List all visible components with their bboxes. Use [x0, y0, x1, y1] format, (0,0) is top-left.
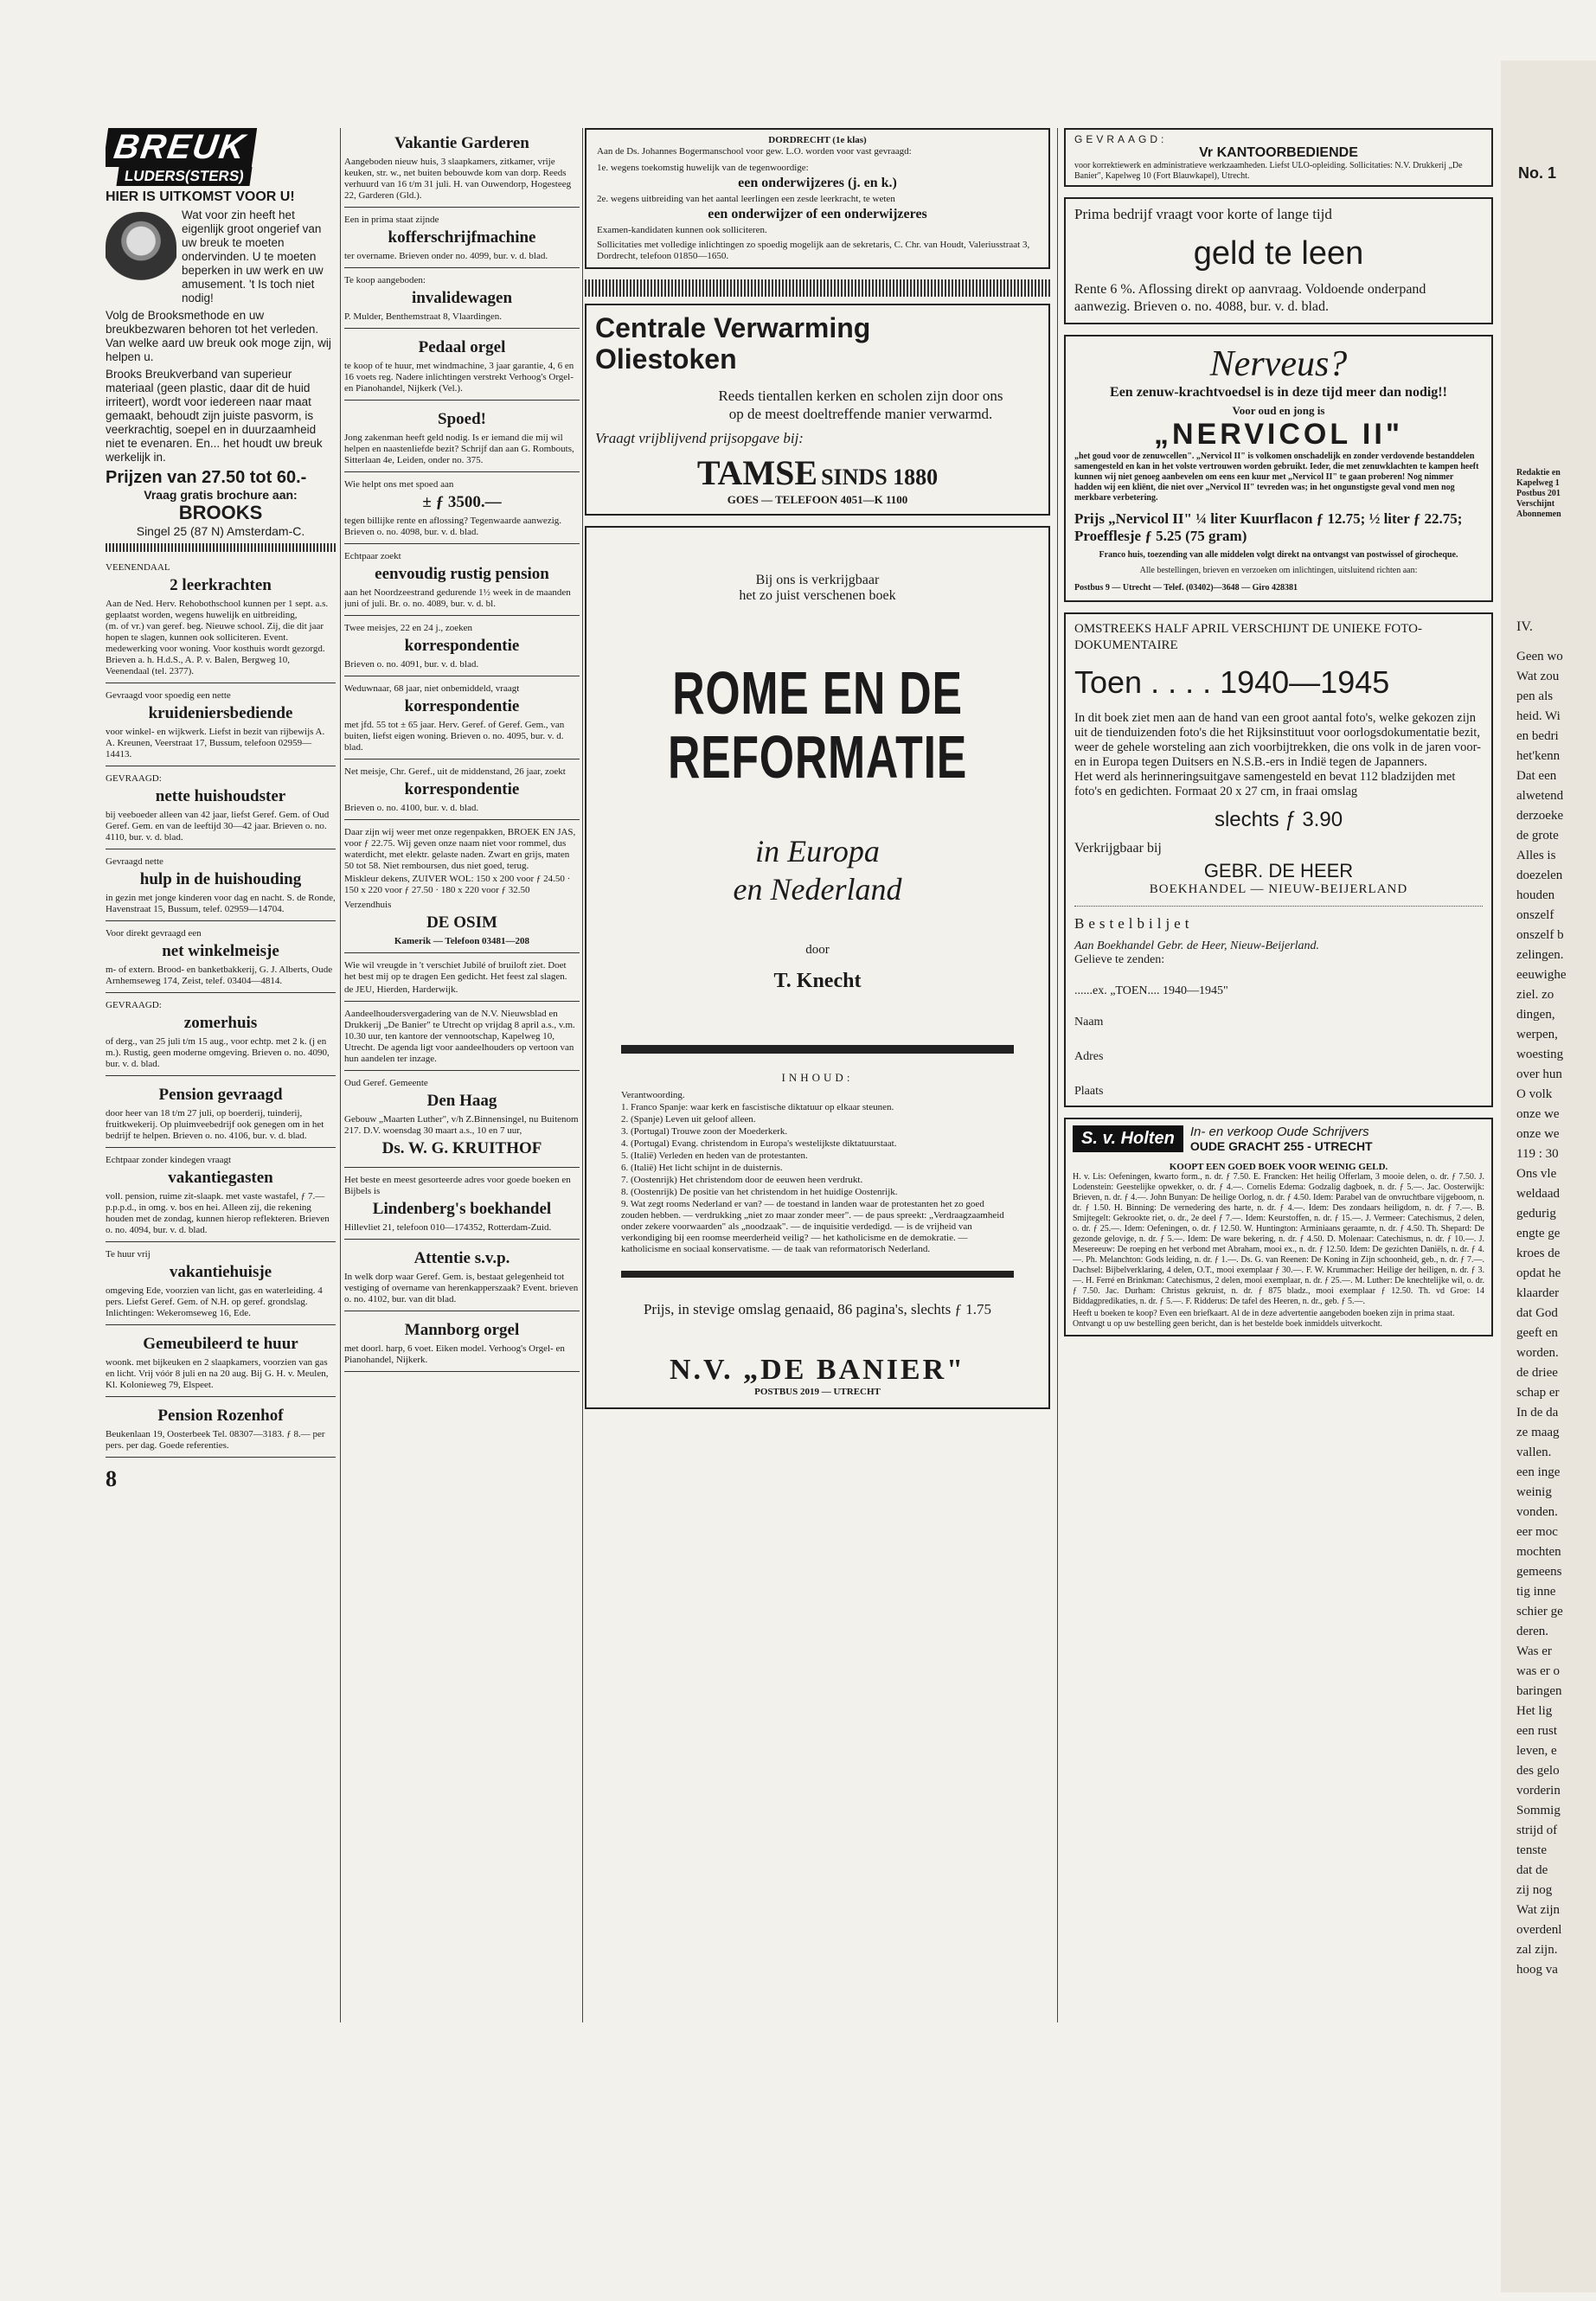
ad-signature: Ds. W. G. KRUITHOF	[381, 1139, 542, 1157]
text-fragment: een inge	[1516, 1465, 1561, 1479]
text-fragment: Sommig	[1516, 1804, 1561, 1817]
text-fragment: O volk	[1516, 1087, 1553, 1101]
ad-intro: Wie helpt ons met spoed aan	[344, 479, 454, 490]
verwarming-title: Centrale Verwarming Oliestoken	[595, 312, 871, 375]
portrait-image	[106, 212, 176, 295]
ad-text: Miskleur dekens, ZUIVER WOL: 150 x 200 voor ƒ 24.50 · 150 x 220 voor ƒ 27.50 · 180 x 220 voor ƒ 32.50	[344, 874, 571, 895]
column-1	[106, 128, 336, 2040]
breuk-logo: BREUK	[106, 128, 257, 167]
column-4	[1064, 128, 1493, 2040]
ad-headline: Lindenberg's boekhandel	[372, 1200, 552, 1218]
text-fragment: baringen	[1516, 1684, 1562, 1698]
book-publisher: N.V. „DE BANIER"	[669, 1354, 966, 1386]
toc-item: 5. (Italië) Verleden en heden van de protestanten.	[621, 1150, 808, 1161]
ad-intro: Echtpaar zoekt	[344, 551, 401, 561]
text-fragment: onszelf b	[1516, 928, 1564, 942]
text-fragment: tig inne	[1516, 1585, 1556, 1599]
dordrecht-position-2: een onderwijzer of een onderwijzeres	[708, 207, 927, 221]
book-intro-1: Bij ons is verkrijgbaar	[755, 573, 880, 587]
toc-item: 2. (Spanje) Leven uit geloof alleen.	[621, 1114, 756, 1125]
verwarming-body: Reeds tientallen kerken en scholen zijn door ons op de meest doeltreffende manier verwarmd.	[718, 388, 1003, 422]
toc-item: 7. (Oostenrijk) Het christendom door de eeuwen heen verdrukt.	[621, 1175, 863, 1185]
text-fragment: Ons vle	[1516, 1167, 1557, 1181]
text-fragment: vorderin	[1516, 1784, 1561, 1798]
ad-headline: 2 leerkrachten	[170, 576, 272, 594]
verwarming-name: TAMSE	[696, 453, 818, 492]
ad-text: Hillevliet 21, telefoon 010—174352, Rotterdam-Zuid.	[344, 1222, 552, 1233]
ad-intro: VEENENDAAL	[106, 562, 170, 573]
ad-text: de JEU, Hierden, Harderwijk.	[344, 984, 458, 995]
nervicol-contact: Postbus 9 — Utrecht — Telef. (03402)—3648 — Giro 428381	[1074, 583, 1298, 593]
geld-intro: Prima bedrijf vraagt voor korte of lange tijd	[1074, 206, 1332, 222]
kantoor-pre: GEVRAAGD:	[1074, 133, 1168, 145]
holten-body: H. v. Lis: Oefeningen, kwarto form., n. dr. ƒ 7.50. E. Francken: Het heilig Offerlam, 3 mooie delen, o. dr. ƒ 7.50. J. Lodenstein: Geestelijke opwekker, o. dr. ƒ 4.—. Cornelis Edema: Godzalig dagboek, n. dr. ƒ 5.—. Jac. Oosterwijk: Brieven, n. dr. ƒ 4.—. John Bunyan: De heilige Oorlog, n. dr. ƒ 4.50. Idem: Parabel van de onvruchtbare vijgeboom, n. dr. ƒ 1.50. H. Binning: De vernedering des harte, n. dr. ƒ 4.—. Idem: Des zondaars heiligdom, n. dr. ƒ 7.—. B. Smijtegelt: Gekrookte riet, o. dr., 2e deel ƒ 7.—. Idem: Keurstoffen, n. dr. ƒ 15.—. J. Vermeer: Catechismus, 2 delen, o. dr. ƒ 25.—. Idem: Oefeningen, o. dr. ƒ 12.50. W. Huntington: Arminiaans geraamte, n. dr. ƒ 4.50. Th. Shepard: De gezonde gelovige, n. dr. ƒ 5.—. Idem: De ware bekering, n. dr. ƒ 4.50. D. Molenaar: Catechismus, n. dr. ƒ 10.—. J. Mesereeuw: De roeping en het verbond met Abraham, mooi ex., n. dr. ƒ 12.50. Idem: De gezichten Daniëls, n. dr. ƒ 4.—. Ph. Melanchton: Gods leiding, n. dr. ƒ 1.—. Ds. G. van Reenen: De Koning in Zijn schoonheid, geb., n. dr. ƒ 7.—. Dachsel: Bijbelverklaring, 4 delen, O.T., mooi exemplaar ƒ 30.—. F. W. Krummacher: Heilige der heiligen, n. dr. ƒ 3.—. H. Ferré en Brinkman: Catechismus, 2 delen, mooi exemplaar, n. dr. ƒ 25.—. M. Luther: De knechtelijke wil, o. dr. ƒ 7.50. Jac. Durham: Christus gekruist, n. dr. ƒ 875 bladz., mooi exemplaar ƒ 12.50. Th. vd Groe: 14 Biddagpredikaties, n. dr. ƒ 5.—. F. Ridderus: De tafel des Heeren, n. dr., geb. ƒ 5.—.	[1073, 1172, 1484, 1306]
book-subtitle-2: en Nederland	[733, 872, 902, 907]
toc-item: 4. (Portugal) Evang. christendom in Europa's westelijkste diktatuurstaat.	[621, 1138, 897, 1149]
text-fragment: woesting	[1516, 1048, 1564, 1061]
book-advertisement	[585, 526, 1050, 1409]
dordrecht-intro: Aan de Ds. Johannes Bogermanschool voor gew. L.O. worden voor vast gevraagd:	[597, 146, 912, 157]
breuk-subtitle: LUDERS(STERS)	[116, 167, 252, 186]
classified-ad	[106, 1080, 336, 1148]
ad-intro: GEVRAAGD:	[106, 773, 162, 784]
classified-ad	[344, 548, 580, 616]
text-fragment: tenste	[1516, 1843, 1547, 1857]
breuk-prices: Prijzen van 27.50 tot 60.-	[106, 468, 307, 487]
nervicol-franco: Franco huis, toezending van alle middelen volgt direkt na ontvangst van postwissel of girocheque.	[1099, 550, 1458, 560]
verwarming-advertisement	[585, 304, 1050, 516]
ad-headline: invalidewagen	[411, 289, 513, 307]
breuk-body-2: Volg de Brooksmethode en uw breukbezwaren behoren tot het verleden. Van welke aard uw breuk ook moge zijn, wij helpen u.	[106, 309, 331, 363]
book-subtitle-1: in Europa	[755, 834, 880, 868]
classified-ad	[344, 1074, 580, 1168]
toen-head: Toen . . . . 1940—1945	[1074, 664, 1390, 700]
masthead-line: Verschijnt	[1516, 499, 1555, 509]
ad-headline: nette huishoudster	[155, 787, 286, 805]
ad-text: In welk dorp waar Geref. Gem. is, bestaat gelegenheid tot vestiging of overname van herenkapperszaak? Event. brieven o. no. 4102, bur. van dit blad.	[344, 1272, 579, 1304]
toen-price: slechts ƒ 3.90	[1214, 808, 1343, 831]
ad-intro: Voor direkt gevraagd een	[106, 928, 202, 939]
toc-item: 8. (Oostenrijk) De positie van het christendom in het huidige Oostenrijk.	[621, 1187, 898, 1197]
text-fragment: Wat zijn	[1516, 1903, 1561, 1917]
geld-advertisement	[1064, 197, 1493, 324]
ad-text: P. Mulder, Benthemstraat 8, Vlaardingen.	[344, 311, 503, 322]
classified-ad	[344, 272, 580, 329]
text-fragment: mochten	[1516, 1545, 1561, 1559]
ad-sign-contact: Kamerik — Telefoon 03481—208	[394, 936, 530, 946]
dordrecht-contact: Sollicitaties met volledige inlichtingen zo spoedig mogelijk aan de sekretaris, C. Chr. van Houdt, Valeriusstraat 3, Dordrecht, telefoon 01850—1650.	[597, 240, 1030, 261]
text-fragment: ze maag	[1516, 1426, 1560, 1439]
ad-headline: korrespondentie	[404, 697, 520, 715]
toen-body: In dit boek ziet men aan de hand van een groot aantal foto's, welke gekozen zijn uit de tienduizenden foto's die het Rijksinstituut voor oorlogsdokumentatie bezit, weer de gehele worsteling aan zich voorbijtrekken, die ons volk in de jaren voor- en in Europa tegen Duitsers en N.S.B.-ers in Indië tegen de Japanners.	[1074, 711, 1481, 769]
text-fragment: overdenl	[1516, 1923, 1562, 1937]
holten-slogan: In- en verkoop Oude Schrijvers	[1189, 1125, 1369, 1139]
column-2	[344, 128, 580, 2040]
ad-text: bij veeboeder alleen van 42 jaar, liefst Geref. Gem. of Oud Geref. Gem. en van de leeftijd 30—42 jaar. Brieven o. no. 4110, bur. v. d. blad.	[106, 810, 330, 843]
toen-verkrijgbaar: Verkrijgbaar bij	[1074, 841, 1162, 856]
ad-signature: DE OSIM	[426, 913, 497, 932]
text-fragment: kroes de	[1516, 1247, 1561, 1260]
ad-intro: Wie wil vreugde in 't verschiet Jubilé of bruiloft ziet. Doet het best mij op te dragen Een gedicht. Het feest zal slagen.	[344, 960, 567, 982]
ad-text: door heer van 18 t/m 27 juli, op boerderij, tuinderij, fruitkwekerij. Op pluimveebedrijf ook genegen om in het bedrijf te helpen. Brieven o. no. 4106, bur. v. d. blad.	[106, 1108, 324, 1141]
adjacent-page-edge	[1501, 61, 1596, 2292]
toen-pre: OMSTREEKS HALF APRIL VERSCHIJNT DE UNIEKE FOTO-DOKUMENTAIRE	[1074, 622, 1422, 652]
breuk-address: Singel 25 (87 N) Amsterdam-C.	[136, 524, 305, 538]
classified-ad	[106, 1400, 336, 1458]
text-fragment: alwetend	[1516, 789, 1564, 803]
ad-text: tegen billijke rente en aflossing? Tegenwaarde aanwezig. Brieven o. no. 4098, bur. v. d. blad.	[344, 516, 562, 537]
column-rule	[1057, 128, 1058, 2022]
ad-text: Aangeboden nieuw huis, 3 slaapkamers, zitkamer, vrije keuken, str. w., net buiten bebouwde kom van dorp. Reeds verhuurd van 16 t/m 31 juli. H. van Ouwendorp, Hogesteeg 22, Garderen (Gld.).	[344, 157, 572, 201]
text-fragment: eeuwighe	[1516, 968, 1567, 982]
book-title-2: REFORMATIE	[667, 723, 967, 791]
ad-intro: Oud Geref. Gemeente	[344, 1078, 428, 1088]
ad-intro: Gevraagd voor spoedig een nette	[106, 690, 231, 701]
breuk-advertisement	[106, 128, 336, 543]
ad-body: Aan de Ned. Herv. Rehobothschool kunnen per 1 sept. a.s. geplaatst worden, wegens huwelijk en uitbreiding,	[106, 599, 329, 620]
classified-ad	[106, 925, 336, 993]
book-table-of-contents	[621, 1090, 1014, 1255]
text-fragment: gemeens	[1516, 1565, 1562, 1579]
toc-item: Verantwoording.	[621, 1090, 685, 1100]
ad-text: aan het Noordzeestrand gedurende 1½ week in de maanden juni of juli. Br. o. no. 4089, bur. v. d. bl.	[344, 587, 571, 609]
ad-headline: hulp in de huishouding	[139, 870, 302, 888]
ad-text: te koop of te huur, met windmachine, 3 jaar garantie, 4, 6 en 16 voets reg. Nadere inlichtingen verstrekt Verhoog's Orgel- en Pianohandel, Nijkerk (Vel.).	[344, 361, 574, 394]
book-intro-2: het zo juist verschenen boek	[739, 588, 896, 603]
nervicol-name: „NERVICOL II"	[1154, 418, 1403, 451]
nervicol-advertisement	[1064, 335, 1493, 602]
text-fragment: dat God	[1516, 1306, 1558, 1320]
classified-ad	[106, 1329, 336, 1397]
ad-headline: Gemeubileerd te huur	[143, 1335, 298, 1353]
ad-intro: Echtpaar zonder kindegen vraagt	[106, 1155, 232, 1165]
classified-ad	[344, 1243, 580, 1311]
verwarming-since: SINDS 1880	[821, 465, 939, 490]
dordrecht-advertisement	[585, 128, 1050, 269]
text-fragment: pen als	[1516, 689, 1554, 703]
toen-plaats-label: Plaats	[1074, 1085, 1104, 1098]
ad-headline: korrespondentie	[404, 637, 520, 655]
text-fragment: doezelen	[1516, 868, 1563, 882]
breuk-name: BROOKS	[178, 502, 263, 523]
holten-address: OUDE GRACHT 255 - UTRECHT	[1189, 1139, 1373, 1153]
toen-aan: Aan Boekhandel Gebr. de Heer, Nieuw-Beijerland.	[1074, 939, 1320, 952]
masthead-line: Kapelweg 1	[1516, 478, 1560, 488]
masthead-line: Postbus 201	[1516, 489, 1561, 498]
ad-text: omgeving Ede, voorzien van licht, gas en waterleiding. 4 pers. Liefst Geref. Gem. of N.H. op geref. grondslag. Inlichtingen: Wekeromseweg 16, Ede.	[106, 1285, 323, 1318]
ad-headline: ± ƒ 3500.—	[422, 493, 502, 511]
toen-naam-label: Naam	[1074, 1016, 1104, 1029]
kantoor-head: Vr KANTOORBEDIENDE	[1199, 145, 1358, 160]
toen-shop: BOEKHANDEL — NIEUW-BEIJERLAND	[1149, 882, 1408, 896]
breuk-body-3: Brooks Breukverband van superieur materiaal (geen plastic, daar dit de huid irriteert), wordt voor iedereen naar maat gemaakt, behoudt zijn juiste pasvorm, is veerkrachtig, soepel en in duurzaamheid niet te evenaren. En... het houdt uw breuk werkelijk in.	[106, 368, 323, 464]
classified-ad	[106, 559, 336, 683]
ad-text: met doorl. harp, 6 voet. Eiken model. Verhoog's Orgel- en Pianohandel, Nijkerk.	[344, 1343, 565, 1365]
text-fragment: onszelf	[1516, 908, 1554, 922]
text-fragment: de driee	[1516, 1366, 1558, 1380]
text-fragment: onze we	[1516, 1107, 1560, 1121]
text-fragment: opdat he	[1516, 1266, 1561, 1280]
masthead-line: Abonnemen	[1516, 510, 1561, 519]
text-fragment: zal zijn.	[1516, 1943, 1558, 1957]
text-fragment: schier ge	[1516, 1605, 1563, 1618]
ad-headline: Pension Rozenhof	[157, 1407, 284, 1425]
nervicol-bestel: Alle bestellingen, brieven en verzoeken om inlichtingen, uitsluitend richten aan:	[1139, 566, 1418, 575]
text-fragment: zij nog	[1516, 1883, 1553, 1897]
divider	[621, 1271, 1014, 1278]
divider	[1074, 897, 1483, 907]
toc-item: 1. Franco Spanje: waar kerk en fascistische diktatuur op elkaar steunen.	[621, 1102, 894, 1112]
ad-text: ter overname. Brieven onder no. 4099, bur. v. d. blad.	[344, 251, 548, 261]
book-price: Prijs, in stevige omslag genaaid, 86 pagina's, slechts ƒ 1.75	[643, 1301, 992, 1317]
kantoor-body: voor korrektiewerk en administratieve werkzaamheden. Liefst ULO-opleiding. Sollicitaties: N.V. Drukkerij „De Banier", Kapelweg 10 (Fort Blauwkapel), Utrecht.	[1074, 161, 1463, 181]
text-fragment: vonden.	[1516, 1505, 1558, 1519]
book-door: door	[805, 943, 830, 957]
toen-seller: GEBR. DE HEER	[1203, 860, 1354, 881]
text-fragment: engte ge	[1516, 1227, 1561, 1240]
toc-item: 9. Wat zegt rooms Nederland er van? — de toestand in landen waar de protestanten het zo goed zouden hebben. — verdrukking „niet zo maar zonder meer". — de paus spreekt: „Verdraagzaamheid onder zekere voorwaarden" als „noodzaak". — de inquisitie verdedigd. — is de vrijheid van verkondiging bij een roomse meerderheid veilig? — het katholicisme en de demokratie. — katholicisme en sociaal konservatisme. — de taak van reformatorisch Nederland.	[621, 1199, 1004, 1254]
text-fragment: en bedri	[1516, 729, 1559, 743]
column-rule	[582, 128, 583, 2022]
ad-text: (m. of vr.) van geref. beg. Nieuwe school. Zij, die dit jaar hopen te slagen, kunnen ook solliciteren. Event. medewerking voor woning. Voor kosthuis wordt gezorgd. Brieven a. h. H.d.S., A. P. v. Balen, Bergweg 10, Veenendaal (tel. 2377).	[106, 621, 325, 676]
text-fragment: onze we	[1516, 1127, 1560, 1141]
text-fragment: schap er	[1516, 1386, 1560, 1400]
masthead-meta	[1516, 468, 1596, 520]
classified-ad	[344, 404, 580, 472]
ad-text: Beukenlaan 19, Oosterbeek Tel. 08307—3183. ƒ 8.— per pers. per dag. Goede referenties.	[106, 1429, 325, 1451]
text-fragment: heid. Wi	[1516, 709, 1561, 723]
text-fragment: eer moc	[1516, 1525, 1558, 1539]
nervicol-price: Prijs „Nervicol II" ¼ liter Kuurflacon ƒ 12.75; ½ liter ƒ 22.75; Proefflesje ƒ 5.25 (75 gram)	[1074, 510, 1463, 544]
verwarming-cta: Vraagt vrijblijvend prijsopgave bij:	[595, 430, 804, 446]
text-fragment: weinig	[1516, 1485, 1552, 1499]
classified-ad	[106, 853, 336, 921]
text-fragment: was er o	[1516, 1664, 1560, 1678]
ad-intro: Weduwnaar, 68 jaar, niet onbemiddeld, vraagt	[344, 683, 520, 694]
text-fragment: Was er	[1516, 1644, 1552, 1658]
ad-text: in gezin met jonge kinderen voor dag en nacht. S. de Ronde, Havenstraat 15, Bussum, telef. 02959—14704.	[106, 893, 336, 914]
text-fragment: worden.	[1516, 1346, 1559, 1360]
column-text-fragment	[1516, 647, 1596, 1980]
ad-headline: Vakantie Garderen	[394, 134, 529, 152]
ad-headline: korrespondentie	[404, 780, 520, 798]
classified-ad	[344, 824, 580, 953]
toen-adres-label: Adres	[1074, 1050, 1104, 1063]
toen-bestelbiljet: Bestelbiljet	[1074, 915, 1194, 932]
ad-text: Jong zakenman heeft geld nodig. Is er iemand die mij wil helpen en naastenliefde bezit? Schrijf dan aan G. Rombouts, Sitterlaan 4e, Leiden, onder no. 375.	[344, 433, 574, 465]
text-fragment: houden	[1516, 888, 1555, 902]
text-fragment: zelingen.	[1516, 948, 1564, 962]
classified-ad	[344, 763, 580, 820]
divider	[106, 543, 336, 552]
ad-intro: Een in prima staat zijnde	[344, 215, 439, 225]
ad-headline: zomerhuis	[183, 1014, 258, 1032]
text-fragment: vallen.	[1516, 1445, 1552, 1459]
text-fragment: dingen,	[1516, 1008, 1555, 1022]
ad-headline: vakantiehuisje	[169, 1263, 272, 1281]
nervicol-sub: Een zenuw-krachtvoedsel is in deze tijd meer dan nodig!!	[1110, 385, 1447, 400]
verwarming-address: GOES — TELEFOON 4051—K 1100	[727, 493, 908, 506]
ad-text: voll. pension, ruime zit-slaapk. met vaste wastafel, ƒ 7.— p.p.p.d., in omg. v. bos en hei. Alleen zij, die rekening houden met de zondag, kunnen hierop reflekteren. Brieven o. no. 4094, bur. v. d. blad.	[106, 1191, 330, 1235]
classified-ad	[344, 1315, 580, 1372]
ad-sign-intro: Verzendhuis	[344, 900, 392, 910]
ad-text: met jfd. 55 tot ± 65 jaar. Herv. Geref. of Geref. Gem., van buiten, liefst eigen woning. Brieven o. no. 4095, bur. v. d. blad.	[344, 720, 565, 753]
text-fragment: weldaad	[1516, 1187, 1560, 1201]
ad-intro: Te huur vrij	[106, 1249, 151, 1259]
ad-headline: Mannborg orgel	[404, 1321, 520, 1339]
classified-ad	[344, 1171, 580, 1240]
dordrecht-position-1: een onderwijzeres (j. en k.)	[738, 176, 897, 190]
classified-ad	[344, 211, 580, 268]
classified-ad	[344, 619, 580, 676]
classified-ad	[106, 1246, 336, 1325]
holten-foot: Heeft u boeken te koop? Even een briefkaart. Al de in deze advertentie aangeboden boeken zijn in prima staat. Ontvangt u op uw bestelling geen bericht, dan is het bestelde boek inmiddels uitverkocht.	[1073, 1309, 1455, 1329]
breuk-body-1: Wat voor zin heeft het eigenlijk groot ongerief van uw breuk te moeten ondervinden. U te moeten beperken in uw werk en uw amusement. 't Is toch niet nodig!	[182, 208, 324, 304]
holten-head: KOOPT EEN GOED BOEK VOOR WEINIG GELD.	[1169, 1162, 1388, 1172]
ad-headline: Pedaal orgel	[418, 338, 506, 356]
breuk-brochure: Vraag gratis brochure aan:	[144, 488, 298, 502]
text-fragment: de grote	[1516, 829, 1559, 843]
ad-intro: Twee meisjes, 22 en 24 j., zoeken	[344, 623, 472, 633]
toc-item: 6. (Italië) Het licht schijnt in de duisternis.	[621, 1163, 783, 1173]
classified-ad	[344, 1005, 580, 1071]
breuk-headline: HIER IS UITKOMST VOOR U!	[106, 189, 295, 204]
ad-text: Brieven o. no. 4100, bur. v. d. blad.	[344, 803, 479, 813]
masthead-line: Redaktie en	[1516, 468, 1561, 478]
classified-ad	[344, 332, 580, 401]
toen-advertisement	[1064, 612, 1493, 1107]
kantoor-advertisement	[1064, 128, 1493, 187]
dordrecht-line-2: 2e. wegens uitbreiding van het aantal leerlingen een zesde leerkracht, te weten	[597, 194, 895, 204]
text-fragment: Alles is	[1516, 849, 1556, 862]
text-fragment: Het lig	[1516, 1704, 1553, 1718]
page-number: 8	[106, 1466, 117, 1491]
ad-text: Gebouw „Maarten Luther", v/h Z.Binnensingel, nu Buitenom 217. D.V. woensdag 30 maart a.s., 10 en 7 uur,	[344, 1114, 579, 1136]
classified-ad	[344, 957, 580, 1002]
text-fragment: Geen wo	[1516, 650, 1563, 663]
text-fragment: een rust	[1516, 1724, 1558, 1738]
holten-advertisement	[1064, 1118, 1493, 1336]
holten-name: S. v. Holten	[1073, 1125, 1183, 1152]
ad-headline: kofferschrijfmachine	[388, 228, 536, 247]
divider	[621, 1045, 1014, 1054]
ad-text: of derg., van 25 juli t/m 15 aug., voor echtp. met 2 k. (j en m.). Rustig, geen moderne omgeving. Brieven o. no. 4090, bur. v. d. blad.	[106, 1036, 330, 1069]
text-fragment: leven, e	[1516, 1744, 1557, 1758]
text-fragment: over hun	[1516, 1067, 1562, 1081]
dordrecht-note: Examen-kandidaten kunnen ook solliciteren.	[597, 225, 767, 235]
nervicol-body: „het goud voor de zenuwcellen". „Nervicol II" is volkomen onschadelijk en zonder verdovende bestanddelen samengesteld en kan in het volste vertrouwen worden gebruikt. Ieder, die met zenuwklachten te kampen heeft kunnen wij niet genoeg aanbevelen om eens een kuur met „Nervicol II" te gaan proberen! Nog nimmer hadden wij een kliënt, die niet over „Nervicol II" tevreden was; in het ongunstigste geval vond men nog merkbare verbetering.	[1074, 452, 1479, 503]
text-fragment: strijd of	[1516, 1823, 1558, 1837]
text-fragment: het'kenn	[1516, 749, 1561, 763]
text-fragment: ziel. zo	[1516, 988, 1554, 1002]
ad-intro: Daar zijn wij weer met onze regenpakken, BROEK EN JAS, voor ƒ 22.75. Wij geven onze naam niet voor rommel, dus waterdicht, met elektr. gelaste naden. Zwart en grijs, maten 50 tot 58. Niet remboursen, dus niet goed, terug.	[344, 827, 576, 871]
section-roman: IV.	[1516, 619, 1533, 634]
ad-text: Brieven o. no. 4091, bur. v. d. blad.	[344, 659, 479, 670]
book-author: T. Knecht	[773, 970, 862, 992]
text-fragment: klaarder	[1516, 1286, 1560, 1300]
text-fragment: 119 : 30	[1516, 1147, 1559, 1161]
classified-ad	[344, 476, 580, 544]
text-fragment: werpen,	[1516, 1028, 1558, 1042]
ad-intro: Te koop aangeboden:	[344, 275, 426, 285]
ad-headline: kruideniersbediende	[148, 704, 293, 722]
toen-gelieve: Gelieve te zenden:	[1074, 953, 1165, 966]
classified-ad	[106, 687, 336, 766]
ad-intro: Het beste en meest gesorteerde adres voor goede boeken en Bijbels is	[344, 1175, 571, 1196]
text-fragment: hoog va	[1516, 1963, 1558, 1977]
dordrecht-line-1: 1e. wegens toekomstig huwelijk van de tegenwoordige:	[597, 163, 809, 173]
text-fragment: Dat een	[1516, 769, 1557, 783]
book-title-1: ROME EN DE	[672, 659, 963, 727]
ad-headline: Attentie s.v.p.	[413, 1249, 510, 1267]
divider	[585, 279, 1050, 297]
text-fragment: deren.	[1516, 1625, 1549, 1638]
column-rule	[340, 128, 341, 2022]
toc-item: 3. (Portugal) Trouwe zoon der Moederkerk.	[621, 1126, 788, 1137]
ad-text: woonk. met bijkeuken en 2 slaapkamers, voorzien van gas en licht. Vrij vóór 8 juli en na 20 aug. Bij G. H. v. Meulen, Kl. Kolonieweg 79, Elspeet.	[106, 1357, 329, 1390]
classified-ad	[344, 128, 580, 208]
classified-ad	[344, 680, 580, 760]
ad-text: m- of extern. Brood- en banketbakkerij, G. J. Alberts, Oude Arnhemseweg 174, Zeist, telef. 03404—4814.	[106, 965, 333, 986]
nervicol-voor: Voor oud en jong is	[1232, 404, 1325, 417]
column-3	[585, 128, 1050, 2040]
classified-ad	[106, 770, 336, 849]
ad-headline: vakantiegasten	[168, 1169, 273, 1187]
issue-number: No. 1	[1518, 164, 1557, 182]
book-inhoud: INHOUD:	[781, 1071, 854, 1084]
text-fragment: Wat zou	[1516, 670, 1560, 683]
ad-headline: eenvoudig rustig pension	[375, 565, 549, 583]
text-fragment: des gelo	[1516, 1764, 1560, 1778]
toen-order-line: ......ex. „TOEN.... 1940—1945"	[1074, 984, 1228, 997]
ad-text: voor winkel- en wijkwerk. Liefst in bezit van rijbewijs A. A. Kreunen, Veerstraat 17, Bussum, telefoon 02959—14413.	[106, 727, 325, 760]
text-fragment: derzoeke	[1516, 809, 1564, 823]
toen-body-2: Het werd als herinneringsuitgave samengesteld en bevat 112 bladzijden met foto's en gedichten. Formaat 20 x 27 cm, in fraai omslag	[1074, 770, 1456, 798]
ad-intro: Net meisje, Chr. Geref., uit de middenstand, 26 jaar, zoekt	[344, 766, 566, 777]
ad-text: Aandeelhoudersvergadering van de N.V. Nieuwsblad en Drukkerij „De Banier" te Utrecht op vrijdag 8 april a.s., v.m. 10.30 uur, ten kantore der vennootschap, Kapelweg 10, Utrecht. De agenda ligt voor aandeelhouders op vertoon van hun aandelen ter inzage.	[344, 1009, 575, 1064]
book-postbus: POSTBUS 2019 — UTRECHT	[754, 1387, 881, 1397]
text-fragment: dat de	[1516, 1863, 1548, 1877]
text-fragment: gedurig	[1516, 1207, 1556, 1221]
geld-body: Rente 6 %. Aflossing direkt op aanvraag. Voldoende onderpand aanwezig. Brieven o. no. 4088, bur. v. d. blad.	[1074, 282, 1426, 314]
classified-ad	[106, 1151, 336, 1242]
geld-head: geld te leen	[1193, 235, 1364, 272]
classified-ad	[106, 997, 336, 1076]
text-fragment: geeft en	[1516, 1326, 1558, 1340]
nervicol-head: Nerveus?	[1209, 344, 1348, 384]
ad-headline: Spoed!	[438, 410, 486, 428]
ad-intro: GEVRAAGD:	[106, 1000, 162, 1010]
ad-headline: Den Haag	[426, 1092, 497, 1110]
ad-headline: net winkelmeisje	[162, 942, 279, 960]
ad-intro: Gevraagd nette	[106, 856, 163, 867]
text-fragment: In de da	[1516, 1406, 1559, 1420]
dordrecht-head: DORDRECHT (1e klas)	[768, 135, 867, 145]
ad-headline: Pension gevraagd	[158, 1086, 283, 1104]
